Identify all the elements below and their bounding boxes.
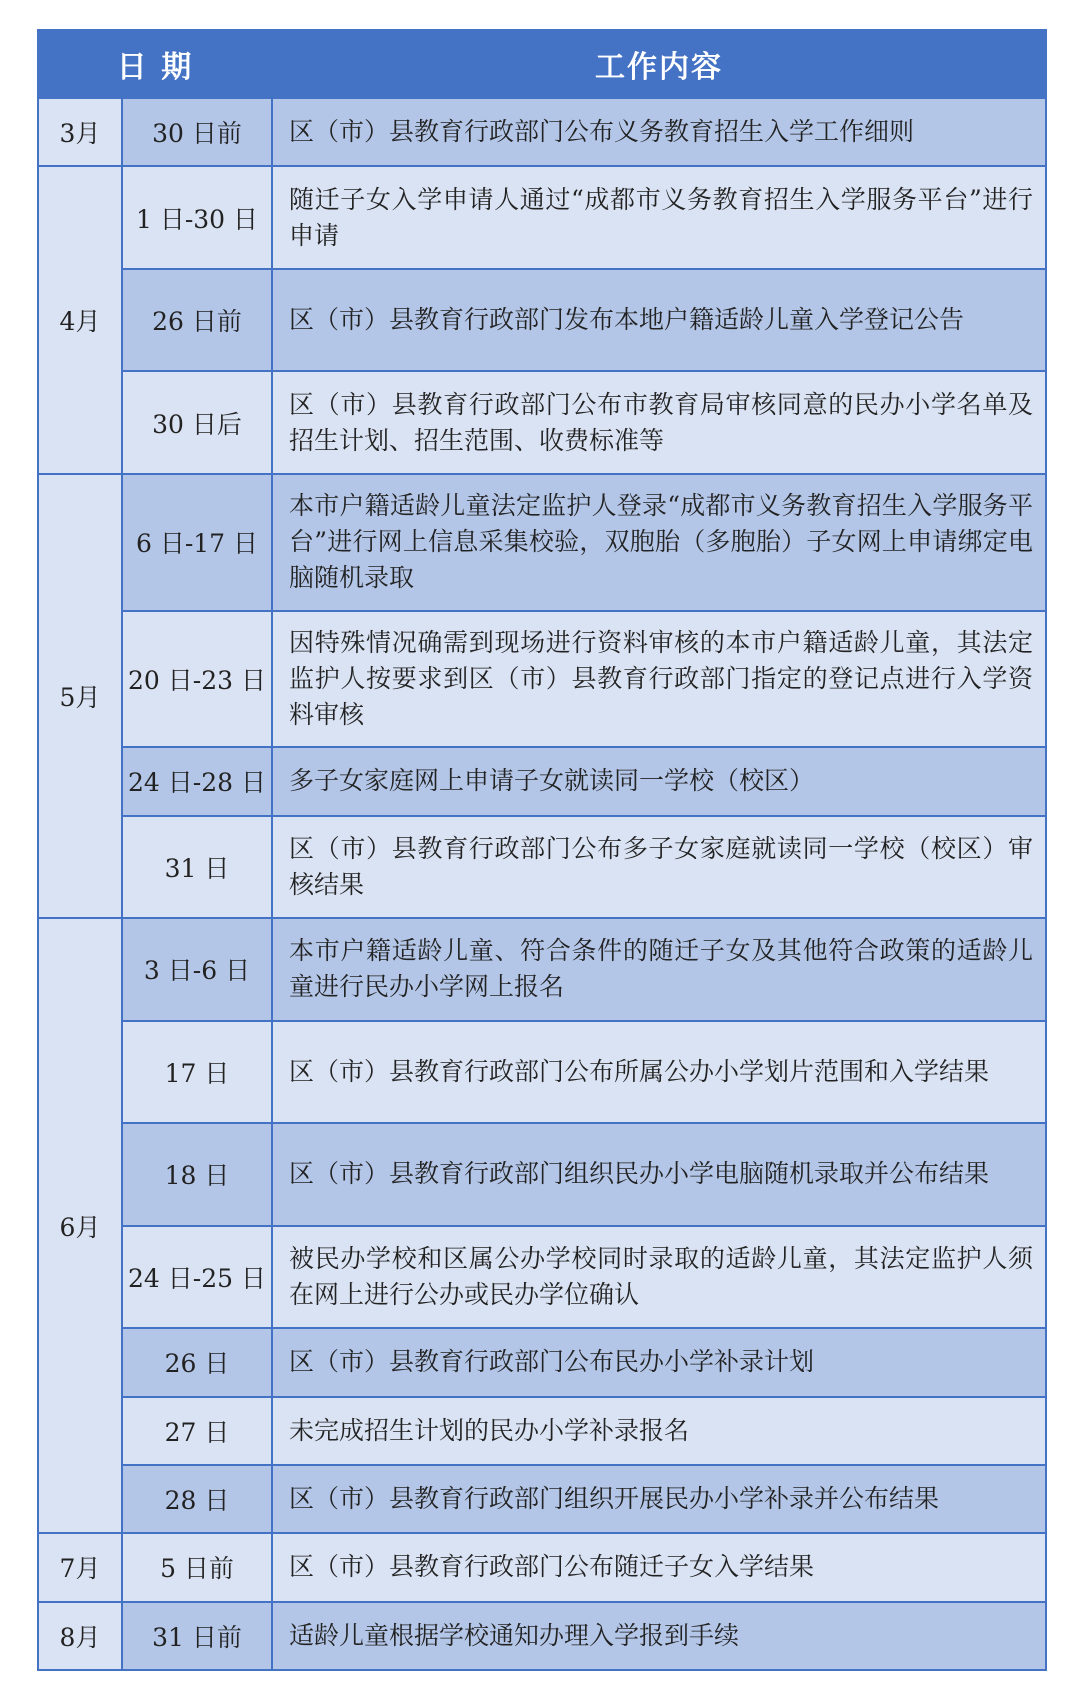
content-cell: 适龄儿童根据学校通知办理入学报到手续	[272, 1602, 1046, 1670]
table-row	[38, 611, 1046, 748]
table-row	[38, 1123, 1046, 1226]
table-row	[38, 474, 1046, 611]
day-cell: 17 日	[122, 1021, 272, 1124]
content-cell: 区（市）县教育行政部门公布随迁子女入学结果	[272, 1533, 1046, 1601]
day-cell: 27 日	[122, 1397, 272, 1465]
table-row	[38, 1533, 1046, 1601]
content-cell: 多子女家庭网上申请子女就读同一学校（校区）	[272, 747, 1046, 815]
content-column-header: 工作内容	[272, 30, 1046, 98]
table-row	[38, 166, 1046, 269]
day-cell: 31 日前	[122, 1602, 272, 1670]
content-cell: 本市户籍适龄儿童、符合条件的随迁子女及其他符合政策的适龄儿童进行民办小学网上报名	[272, 918, 1046, 1021]
table-row	[38, 816, 1046, 919]
content-cell: 被民办学校和区属公办学校同时录取的适龄儿童，其法定监护人须在网上进行公办或民办学位确认	[272, 1226, 1046, 1329]
schedule-table	[37, 29, 1047, 1671]
day-cell: 1 日-30 日	[122, 166, 272, 269]
table-row	[38, 918, 1046, 1021]
day-cell: 30 日后	[122, 371, 272, 474]
table-row	[38, 1397, 1046, 1465]
table-row	[38, 1465, 1046, 1533]
table-row	[38, 1021, 1046, 1124]
day-cell: 18 日	[122, 1123, 272, 1226]
day-cell: 24 日-28 日	[122, 747, 272, 815]
table-row	[38, 1226, 1046, 1329]
table-row	[38, 1602, 1046, 1670]
content-cell: 因特殊情况确需到现场进行资料审核的本市户籍适龄儿童，其法定监护人按要求到区（市）县教育行政部门指定的登记点进行入学资料审核	[272, 611, 1046, 748]
table-row	[38, 1328, 1046, 1396]
content-cell: 未完成招生计划的民办小学补录报名	[272, 1397, 1046, 1465]
table-row	[38, 98, 1046, 166]
table-row	[38, 371, 1046, 474]
content-cell: 区（市）县教育行政部门公布民办小学补录计划	[272, 1328, 1046, 1396]
day-cell: 5 日前	[122, 1533, 272, 1601]
day-cell: 20 日-23 日	[122, 611, 272, 748]
header-row	[38, 30, 1046, 98]
content-cell: 区（市）县教育行政部门组织民办小学电脑随机录取并公布结果	[272, 1123, 1046, 1226]
day-cell: 3 日-6 日	[122, 918, 272, 1021]
day-cell: 30 日前	[122, 98, 272, 166]
day-cell: 28 日	[122, 1465, 272, 1533]
content-cell: 区（市）县教育行政部门公布所属公办小学划片范围和入学结果	[272, 1021, 1046, 1124]
day-cell: 31 日	[122, 816, 272, 919]
month-cell: 4月	[38, 166, 122, 474]
table-row	[38, 747, 1046, 815]
content-cell: 本市户籍适龄儿童法定监护人登录“成都市义务教育招生入学服务平台”进行网上信息采集校验，双胞胎（多胞胎）子女网上申请绑定电脑随机录取	[272, 474, 1046, 611]
content-cell: 区（市）县教育行政部门公布市教育局审核同意的民办小学名单及招生计划、招生范围、收费标准等	[272, 371, 1046, 474]
content-cell: 随迁子女入学申请人通过“成都市义务教育招生入学服务平台”进行申请	[272, 166, 1046, 269]
day-cell: 26 日前	[122, 269, 272, 372]
day-cell: 24 日-25 日	[122, 1226, 272, 1329]
content-cell: 区（市）县教育行政部门组织开展民办小学补录并公布结果	[272, 1465, 1046, 1533]
month-cell: 3月	[38, 98, 122, 166]
month-cell: 8月	[38, 1602, 122, 1670]
month-cell: 6月	[38, 918, 122, 1533]
day-cell: 26 日	[122, 1328, 272, 1396]
date-column-header: 日 期	[38, 30, 272, 98]
content-cell: 区（市）县教育行政部门公布多子女家庭就读同一学校（校区）审核结果	[272, 816, 1046, 919]
table-row	[38, 269, 1046, 372]
month-cell: 7月	[38, 1533, 122, 1601]
content-cell: 区（市）县教育行政部门发布本地户籍适龄儿童入学登记公告	[272, 269, 1046, 372]
month-cell: 5月	[38, 474, 122, 918]
content-cell: 区（市）县教育行政部门公布义务教育招生入学工作细则	[272, 98, 1046, 166]
day-cell: 6 日-17 日	[122, 474, 272, 611]
